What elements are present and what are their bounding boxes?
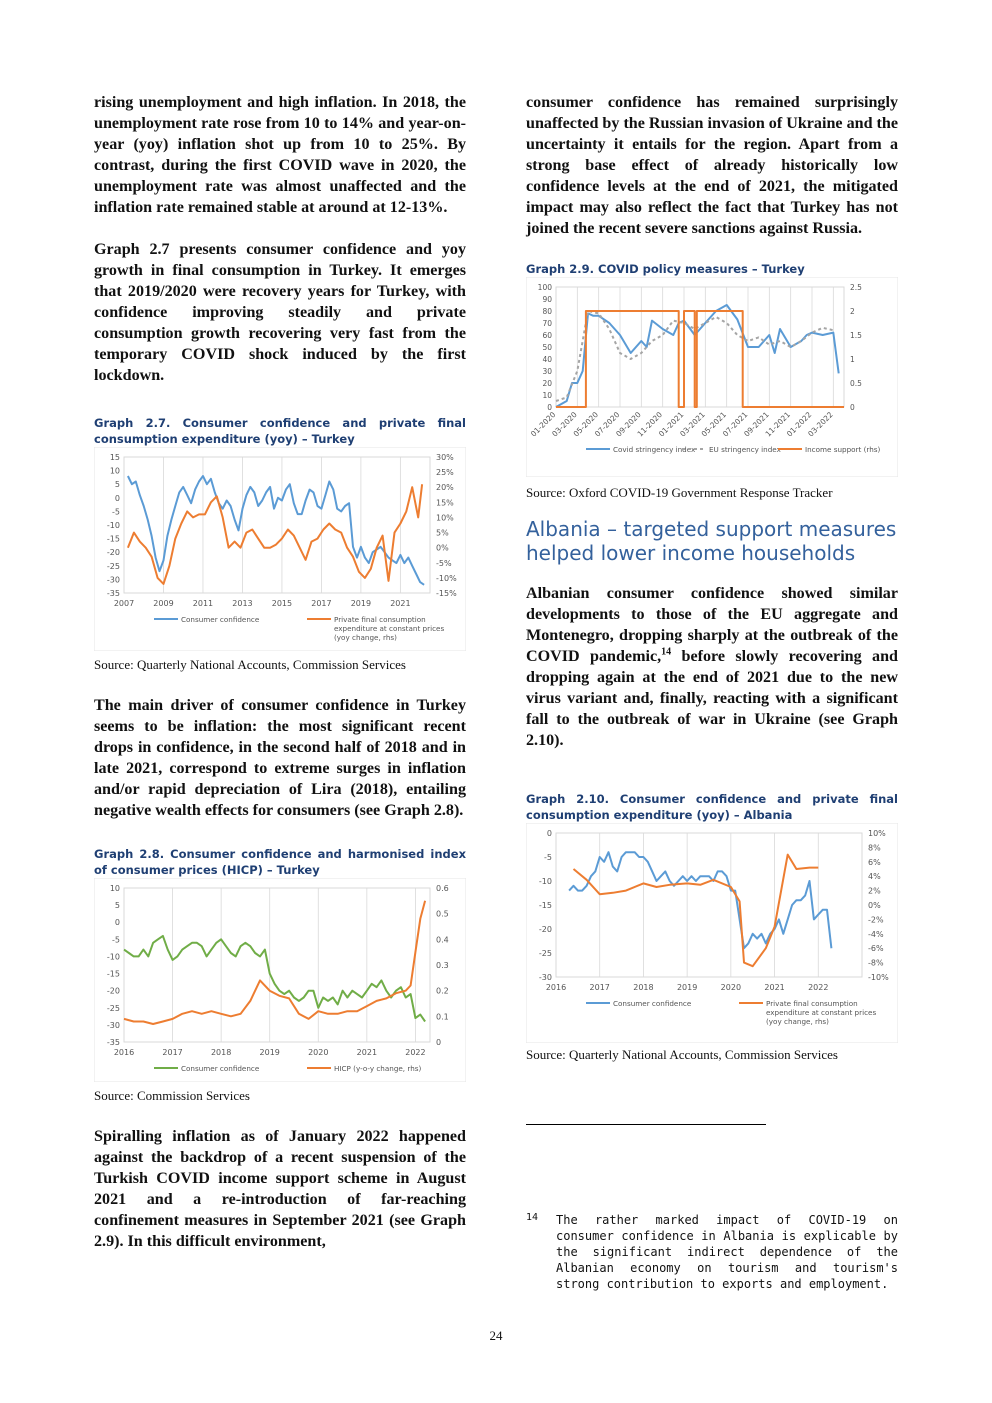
left-paragraph-2: Graph 2.7 presents consumer confidence and yoy growth in final consumption in Turkey. It emerges that 2019/2020 were recovery years for Turkey, with confidence improving steadily and private consumption growth recovering very fast from the temporary COVID shock induced by the first lockdown. [94, 241, 466, 384]
legend-label: HICP (y-o-y change, rhs) [334, 1064, 422, 1073]
x-tick-label: 2019 [676, 983, 698, 992]
x-tick-label: 05-2021 [699, 410, 729, 439]
y-right-tick-label: -2% [868, 915, 884, 925]
right-paragraph-2: Albanian consumer confidence showed similar developments to those of the EU aggregate and Montenegro, dropping sharply at the outbreak of the COVID pandemic,$^{14}$ before slowly recovering and dropping again at the end of 2021 due to the new virus variant and, finally, reacting with a significant fall to the outbreak of war in Ukraine (see Graph 2.10). [526, 585, 898, 749]
x-tick-label: 01-2020 [528, 410, 558, 439]
y-left-tick-label: 20 [542, 379, 552, 388]
x-tick-label: 03-2022 [806, 410, 835, 439]
legend-label: Private final consumption [334, 615, 426, 624]
graph29-caption: Graph 2.9. COVID policy measures – Turkey [526, 262, 805, 276]
x-tick-label: 2020 [720, 983, 742, 992]
x-tick-label: 2016 [113, 1048, 135, 1057]
x-tick-label: 11-2020 [635, 410, 665, 439]
x-tick-label: 2009 [153, 599, 174, 608]
y-left-tick-label: -10 [106, 521, 120, 530]
x-tick-label: 2011 [192, 599, 214, 608]
y-left-tick-label: 90 [542, 295, 552, 304]
y-right-tick-label: 2% [868, 886, 881, 896]
legend-label: Consumer confidence [613, 999, 692, 1008]
y-left-tick-label: -35 [106, 1038, 120, 1047]
x-tick-label: 2020 [308, 1048, 329, 1057]
y-left-tick-label: -10 [106, 952, 120, 962]
y-left-tick-label: -30 [106, 575, 120, 585]
y-right-tick-label: -6% [868, 944, 884, 954]
y-right-tick-label: -4% [868, 929, 884, 939]
y-right-tick-label: -10% [436, 573, 457, 583]
y-left-tick-label: -15 [106, 534, 120, 544]
x-tick-label: 2016 [545, 983, 567, 992]
y-right-tick-label: 0.2 [436, 986, 449, 996]
x-tick-label: 2017 [589, 983, 610, 992]
left-paragraph-4: Spiralling inflation as of January 2022 happened against the backdrop of a recent suspension of the Turkish COVID income support scheme in August 2021 and a re-introduction of far-reaching confinement measures in September 2021 (see Graph 2.9). In this difficult environment, [94, 1128, 466, 1250]
y-left-tick-label: 40 [542, 355, 552, 364]
x-tick-label: 2017 [162, 1048, 183, 1057]
legend-label: expenditure at constant prices [766, 1008, 877, 1017]
footnote-number: 14 [526, 1212, 539, 1223]
y-left-tick-label: 5 [114, 901, 120, 911]
x-tick-label: 09-2020 [614, 410, 643, 439]
y-left-tick-label: -25 [538, 949, 552, 958]
graph28-source: Source: Commission Services [94, 1088, 250, 1103]
y-right-tick-label: -10% [868, 973, 889, 982]
left-paragraph-3: The main driver of consumer confidence in Turkey seems to be inflation: the most significant recent drops in confidence, in the second half of 2018 and in late 2021, correspond to extreme surges in inflation and/or rapid depreciation of Lira (2018), entailing negative wealth effects for consumers (see Graph 2.8). [94, 697, 466, 819]
left-column [94, 92, 466, 1252]
y-left-tick-label: 10 [542, 391, 552, 400]
y-left-tick-label: 10 [109, 884, 120, 893]
y-left-tick-label: -15 [538, 901, 552, 910]
y-left-tick-label: 5 [114, 480, 120, 490]
x-tick-label: 2018 [633, 983, 654, 992]
y-left-tick-label: -25 [106, 561, 120, 571]
y-right-tick-label: 15% [436, 498, 454, 508]
y-left-tick-label: 30 [542, 367, 552, 376]
y-left-tick-label: -30 [106, 1020, 120, 1030]
y-right-tick-label: 8% [868, 843, 881, 853]
y-right-tick-label: 0.1 [436, 1012, 449, 1022]
x-tick-label: 2015 [271, 599, 293, 608]
graph27-caption: Graph 2.7. Consumer confidence and private final consumption expenditure (yoy) – Turkey [94, 416, 466, 446]
y-left-tick-label: -30 [538, 973, 552, 982]
y-right-tick-label: 6% [868, 857, 881, 867]
x-tick-label: 09-2021 [742, 410, 771, 439]
legend-label: (yoy change, rhs) [766, 1017, 829, 1026]
x-tick-label: 2021 [356, 1048, 378, 1057]
legend-label: expenditure at constant prices [334, 624, 445, 633]
albania-heading: Albania – targeted support measures helped lower income households [526, 517, 897, 565]
y-right-tick-label: 0 [436, 1038, 442, 1047]
left-paragraph-1: rising unemployment and high inflation. In 2018, the unemployment rate rose from 10 to 14% and year-on-year (yoy) inflation shot up from 10 to 25%. By contrast, during the first COVID wave in 2020, the unemployment rate was almost unaffected and the inflation rate remained stable at around at 12-13%. [94, 94, 466, 216]
y-right-tick-label: 20% [436, 483, 454, 493]
y-right-tick-label: 0% [436, 543, 449, 553]
x-tick-label: 2018 [210, 1048, 232, 1057]
y-left-tick-label: 60 [542, 331, 552, 340]
x-tick-label: 01-2022 [784, 410, 814, 439]
y-left-tick-label: -20 [106, 548, 120, 558]
y-right-tick-label: 30% [436, 453, 454, 462]
y-left-tick-label: -10 [538, 877, 552, 886]
y-left-tick-label: 0 [114, 918, 120, 928]
x-tick-label: 2013 [232, 599, 253, 608]
right-column [526, 92, 898, 1063]
y-right-tick-label: 10% [436, 513, 454, 523]
y-right-tick-label: 0.4 [436, 935, 449, 945]
x-tick-label: 03-2020 [550, 410, 579, 439]
x-tick-label: 2022 [808, 983, 829, 992]
legend-label: Consumer confidence [181, 615, 260, 624]
x-tick-label: 05-2020 [571, 410, 601, 439]
y-right-tick-label: 1.5 [850, 331, 862, 340]
y-right-tick-label: -15% [436, 589, 457, 598]
x-tick-label: 03-2021 [678, 410, 707, 439]
graph28-chart [94, 878, 466, 1082]
graph210-caption: Graph 2.10. Consumer confidence and private final consumption expenditure (yoy) – Albania [526, 792, 898, 822]
x-tick-label: 2017 [311, 599, 332, 608]
y-left-tick-label: 10 [109, 466, 120, 476]
graph27-source: Source: Quarterly National Accounts, Commission Services [94, 657, 406, 672]
footnote-separator [526, 1124, 766, 1125]
x-tick-label: 01-2021 [656, 410, 686, 439]
graph29-source: Source: Oxford COVID-19 Government Response Tracker [526, 485, 833, 500]
graph210-chart [526, 823, 898, 1043]
y-left-tick-label: -15 [106, 969, 120, 979]
x-tick-label: 2019 [259, 1048, 280, 1057]
graph29-chart [526, 277, 898, 477]
legend-label: Private final consumption [766, 999, 858, 1008]
y-right-tick-label: 0.5 [850, 379, 862, 388]
y-right-tick-label: 4% [868, 872, 881, 882]
y-left-tick-label: -20 [538, 925, 552, 934]
x-tick-label: 2007 [113, 599, 135, 608]
graph28-caption: Graph 2.8. Consumer confidence and harmonised index of consumer prices (HICP) – Turkey [94, 847, 466, 877]
graph210-source: Source: Quarterly National Accounts, Commission Services [526, 1047, 838, 1062]
x-tick-label: 2021 [390, 599, 411, 608]
y-left-tick-label: -5 [112, 507, 120, 517]
y-right-tick-label: 2 [850, 307, 855, 316]
footnote-ref[interactable]: 14 [661, 646, 672, 658]
y-right-tick-label: -8% [868, 958, 884, 968]
y-right-tick-label: 10% [868, 829, 886, 838]
x-tick-label: 07-2020 [592, 410, 622, 439]
legend-label: EU stringency index [709, 445, 781, 454]
footnote [526, 1212, 898, 1292]
y-left-tick-label: -5 [112, 935, 120, 945]
right-paragraph-1: consumer confidence has remained surprisingly unaffected by the Russian invasion of Ukraine and the uncertainty it entails for the region. Apart from a strong base effect of already historically low confidence levels at the end of 2021, the mitigated impact may also reflect the fact that Turkey has not joined the recent severe sanctions against Russia. [526, 94, 898, 237]
y-left-tick-label: -20 [106, 986, 120, 996]
y-left-tick-label: 70 [542, 319, 552, 328]
graph27-chart [94, 447, 466, 651]
y-right-tick-label: 0 [850, 403, 855, 412]
x-tick-label: 2022 [405, 1048, 426, 1057]
y-left-tick-label: -25 [106, 1003, 120, 1013]
y-right-tick-label: 0.3 [436, 961, 449, 970]
y-left-tick-label: 80 [542, 307, 552, 316]
y-right-tick-label: 25% [436, 468, 454, 478]
y-left-tick-label: -5 [544, 853, 552, 862]
x-tick-label: 2021 [764, 983, 785, 992]
y-right-tick-label: 2.5 [850, 283, 862, 292]
page-number: 24 [489, 1328, 503, 1343]
y-right-tick-label: 1 [850, 355, 855, 364]
y-left-tick-label: 0 [547, 403, 552, 412]
legend-label: Income support (rhs) [805, 445, 881, 454]
y-left-tick-label: 50 [542, 343, 552, 352]
y-left-tick-label: 0 [546, 829, 552, 838]
y-right-tick-label: 0.6 [436, 884, 449, 893]
x-tick-label: 2019 [350, 599, 372, 608]
y-left-tick-label: 15 [109, 453, 120, 462]
y-right-tick-label: 0.5 [436, 909, 449, 919]
y-left-tick-label: -35 [106, 589, 120, 598]
x-tick-label: 11-2021 [763, 410, 793, 439]
y-right-tick-label: 0% [868, 901, 881, 910]
footnote-text: The rather marked impact of COVID-19 on consumer confidence in Albania is explicable by the significant indirect dependence of the Albanian economy on tourism and tourism's strong contribution to exports and employment. [556, 1213, 898, 1291]
y-left-tick-label: 0 [114, 493, 120, 503]
y-right-tick-label: -5% [436, 558, 452, 568]
legend-label: Covid stringency index [613, 445, 696, 454]
y-right-tick-label: 5% [436, 528, 449, 538]
legend-label: (yoy change, rhs) [334, 633, 397, 642]
x-tick-label: 07-2021 [720, 410, 750, 439]
y-left-tick-label: 100 [537, 283, 552, 292]
legend-label: Consumer confidence [181, 1064, 260, 1073]
